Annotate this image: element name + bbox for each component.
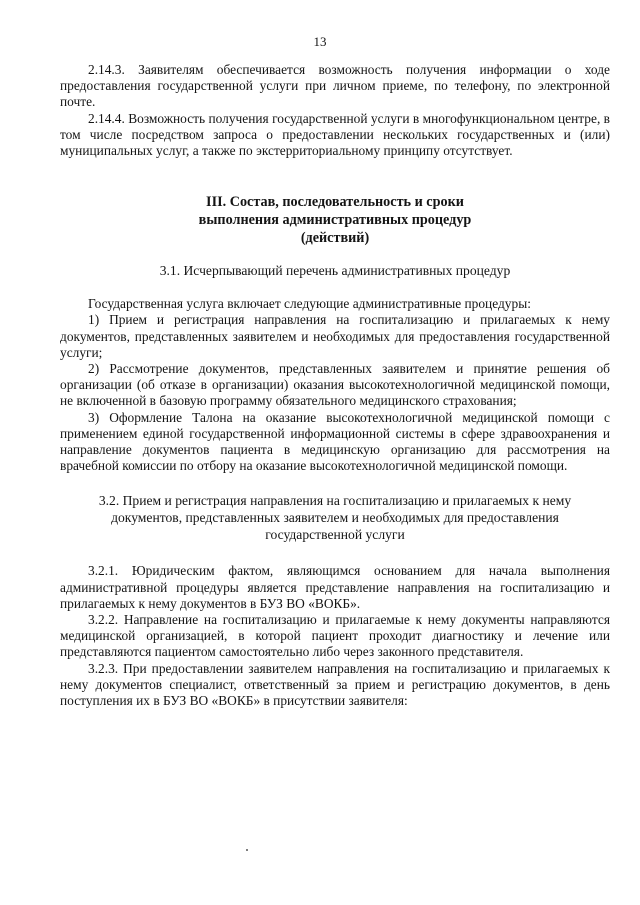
subsection-heading-3-1: 3.1. Исчерпывающий перечень административных процедур — [159, 263, 511, 279]
list-item-3: 3) Оформление Талона на оказание высокотехнологичной медицинской помощи с применением единой государственной информационной системы в сфере здравоохранения и направление документов пациента в медицинскую организацию для рассмотрения на врачебной комиссии по отбору на оказание высокотехнологичной медицинской помощи. — [60, 409, 610, 474]
paragraph-2-14-4: 2.14.4. Возможность получения государственной услуги в многофункциональном центре, в том числе посредством запроса о предоставлении нескольких государственных и (или) муниципальных услуг, а также по экстерриториальному принципу отсутствует. — [60, 110, 610, 159]
paragraph-3-2-3: 3.2.3. При предоставлении заявителем направления на госпитализацию и прилагаемых к нему документов специалист, ответственный за прием и регистрацию документов, в день поступления их в БУЗ ВО «ВОКБ» в присутствии заявителя: — [60, 660, 610, 709]
list-item-1: 1) Прием и регистрация направления на госпитализацию и прилагаемых к нему документов, представленных заявителем и необходимых для предоставления государственной услуги; — [60, 312, 610, 360]
section-heading-3 — [60, 193, 610, 247]
list-item-2: 2) Рассмотрение документов, представленных заявителем и принятие решения об организации (об отказе в организации) оказания высокотехнологичной медицинской помощи, не включенной в базовую программу обязательного медицинского страхования; — [60, 361, 610, 409]
document-body — [60, 62, 610, 709]
page-number: 13 — [313, 34, 327, 49]
subsection-heading-3-2: 3.2. Прием и регистрация направления на госпитализацию и прилагаемых к нему документов, представленных заявителем и необходимых для предоставления государственной услуги — [98, 493, 572, 543]
scan-speck — [246, 849, 248, 851]
paragraph-2-14-3: 2.14.3. Заявителям обеспечивается возможность получения информации о ходе предоставления государственной услуги при личном приеме, по телефону, по электронной почте. — [60, 62, 610, 110]
paragraph-3-2-1: 3.2.1. Юридическим фактом, являющимся основанием для начала выполнения административной процедуры является представление направления на госпитализацию и прилагаемых к нему документов в БУЗ ВО «ВОКБ». — [60, 563, 610, 611]
paragraph-intro: Государственная услуга включает следующие административные процедуры: — [88, 296, 531, 312]
section-heading-line: выполнения административных процедур — [198, 212, 472, 229]
section-heading-line: (действий) — [300, 230, 370, 247]
paragraph-3-2-2: 3.2.2. Направление на госпитализацию и прилагаемые к нему документы направляются медицинской организацией, в которой пациент проходит диагностику и лечение или представляются пациентом самостоятельно либо через законного представителя. — [60, 612, 610, 660]
section-heading-line: III. Состав, последовательность и сроки — [206, 194, 464, 211]
